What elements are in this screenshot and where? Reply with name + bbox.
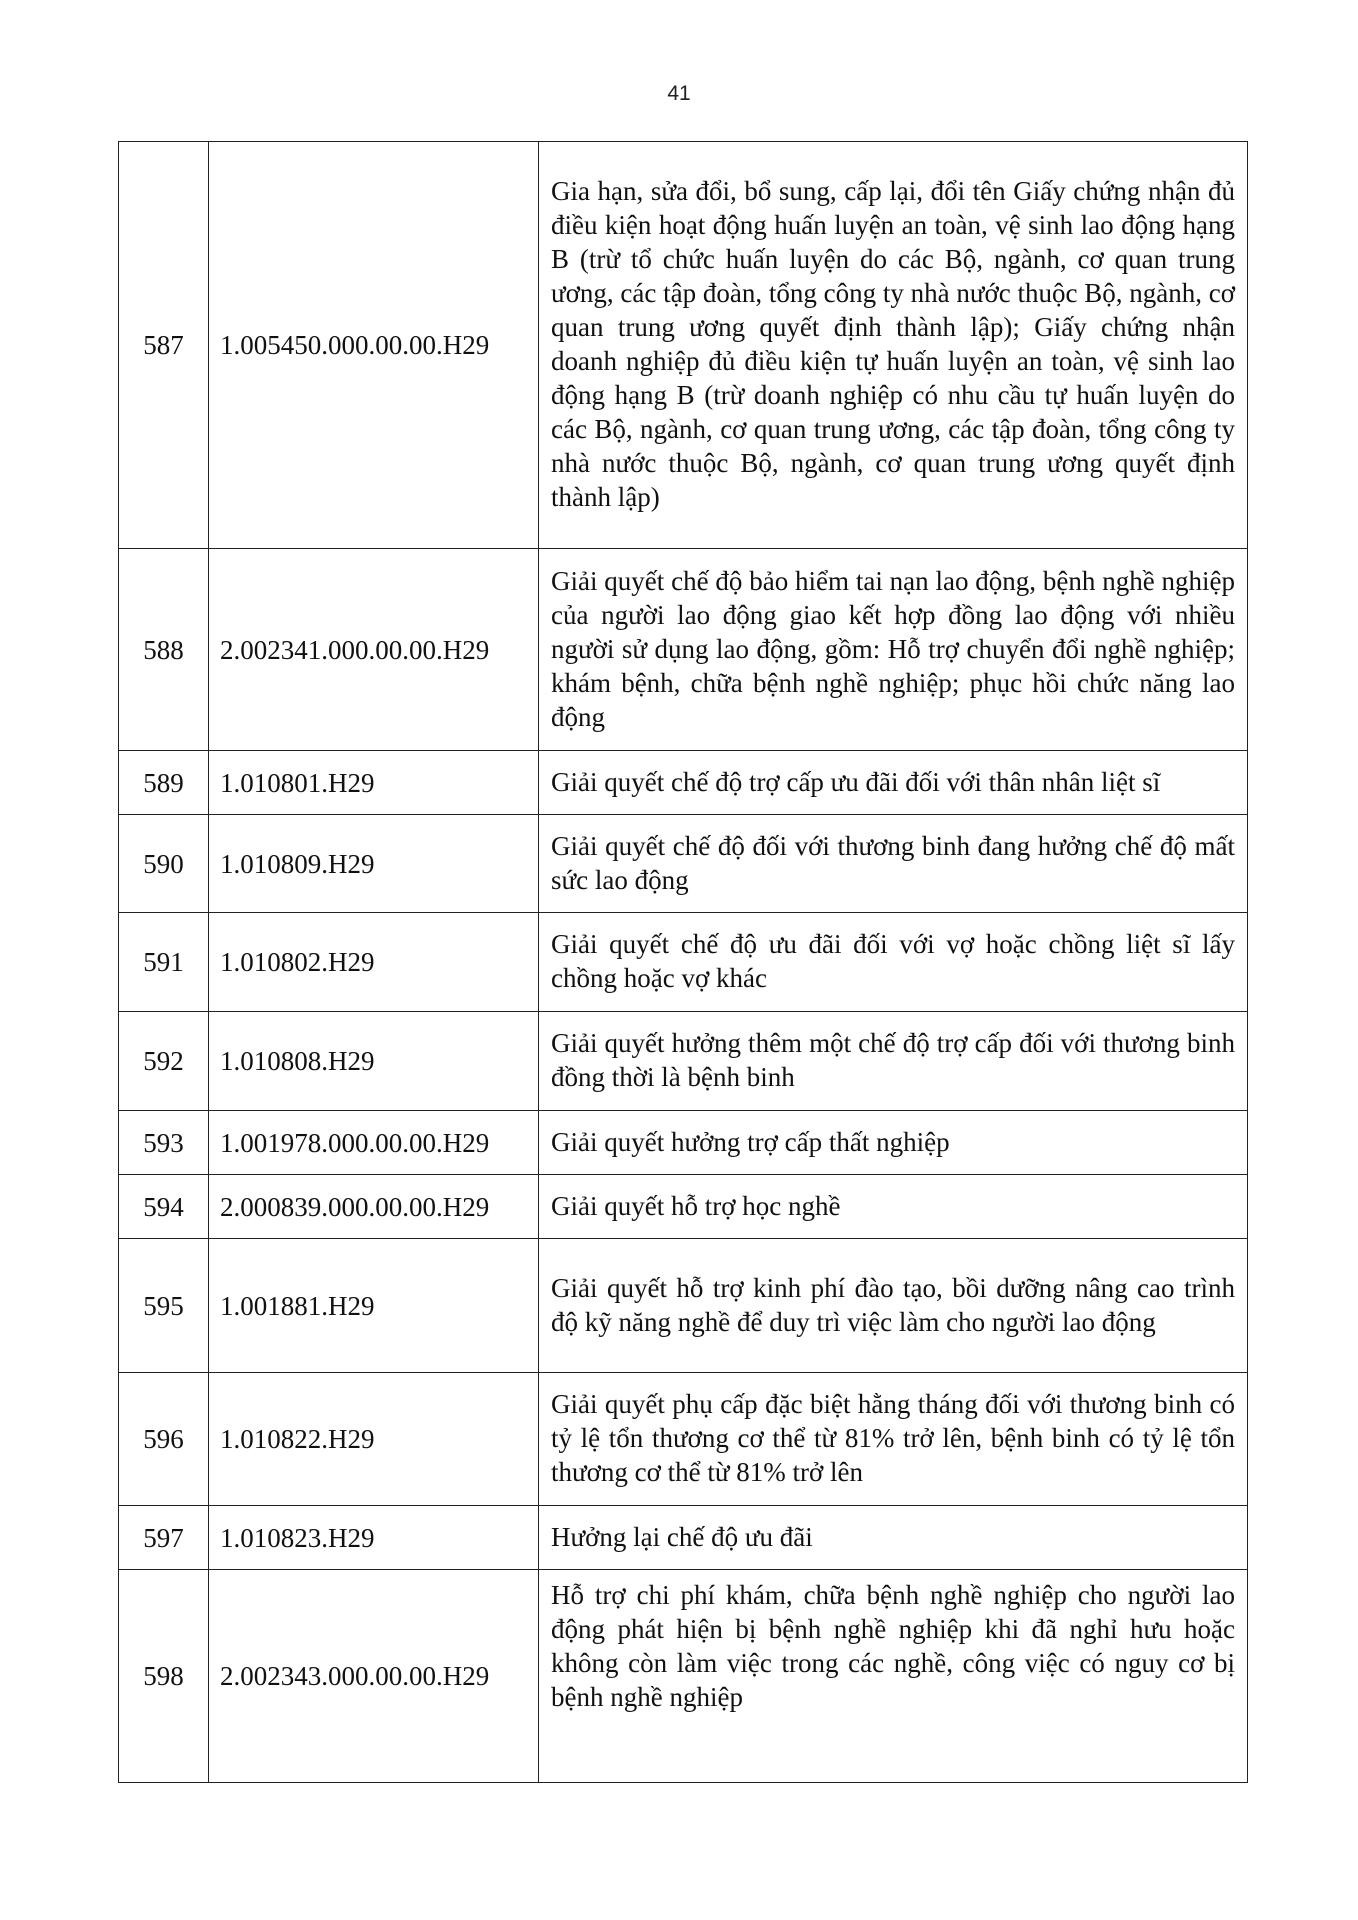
procedure-code: 1.010822.H29 [209,1373,539,1506]
table-row [119,1175,1248,1239]
row-number: 598 [119,1570,209,1783]
procedure-name: Giải quyết chế độ trợ cấp ưu đãi đối với thân nhân liệt sĩ [539,751,1248,815]
table-row [119,1111,1248,1175]
procedure-code: 2.000839.000.00.00.H29 [209,1175,539,1239]
procedure-name: Gia hạn, sửa đổi, bổ sung, cấp lại, đổi tên Giấy chứng nhận đủ điều kiện hoạt động huấn luyện an toàn, vệ sinh lao động hạng B (trừ tổ chức huấn luyện do các Bộ, ngành, cơ quan trung ương, các tập đoàn, tổng công ty nhà nước thuộc Bộ, ngành, cơ quan trung ương quyết định thành lập); Giấy chứng nhận doanh nghiệp đủ điều kiện tự huấn luyện an toàn, vệ sinh lao động hạng B (trừ doanh nghiệp có nhu cầu tự huấn luyện do các Bộ, ngành, cơ quan trung ương, các tập đoàn, tổng công ty nhà nước thuộc Bộ, ngành, cơ quan trung ương quyết định thành lập) [539,142,1248,549]
procedure-name: Hưởng lại chế độ ưu đãi [539,1506,1248,1570]
row-number: 594 [119,1175,209,1239]
procedure-code: 1.010809.H29 [209,815,539,913]
row-number: 588 [119,549,209,751]
procedure-name: Hỗ trợ chi phí khám, chữa bệnh nghề nghiệp cho người lao động phát hiện bị bệnh nghề nghiệp khi đã nghỉ hưu hoặc không còn làm việc trong các nghề, công việc có nguy cơ bị bệnh nghề nghiệp [539,1570,1248,1783]
procedure-name: Giải quyết hưởng thêm một chế độ trợ cấp đối với thương binh đồng thời là bệnh binh [539,1012,1248,1111]
row-number: 590 [119,815,209,913]
table-row [119,1012,1248,1111]
procedure-name: Giải quyết hỗ trợ kinh phí đào tạo, bồi dưỡng nâng cao trình độ kỹ năng nghề để duy trì việc làm cho người lao động [539,1239,1248,1373]
procedure-code: 1.010802.H29 [209,913,539,1012]
table-row [119,142,1248,549]
row-number: 591 [119,913,209,1012]
procedure-name: Giải quyết phụ cấp đặc biệt hằng tháng đối với thương binh có tỷ lệ tổn thương cơ thể từ 81% trở lên, bệnh binh có tỷ lệ tổn thương cơ thể từ 81% trở lên [539,1373,1248,1506]
procedure-table [118,141,1248,1783]
procedure-code: 1.001881.H29 [209,1239,539,1373]
row-number: 597 [119,1506,209,1570]
table-row [119,1570,1248,1783]
table-row [119,913,1248,1012]
procedure-code: 1.010823.H29 [209,1506,539,1570]
table-row [119,751,1248,815]
table-row [119,549,1248,751]
row-number: 587 [119,142,209,549]
row-number: 593 [119,1111,209,1175]
procedure-name: Giải quyết chế độ bảo hiểm tai nạn lao động, bệnh nghề nghiệp của người lao động giao kết hợp đồng lao động với nhiều người sử dụng lao động, gồm: Hỗ trợ chuyển đổi nghề nghiệp; khám bệnh, chữa bệnh nghề nghiệp; phục hồi chức năng lao động [539,549,1248,751]
procedure-code: 2.002343.000.00.00.H29 [209,1570,539,1783]
row-number: 589 [119,751,209,815]
row-number: 596 [119,1373,209,1506]
row-number: 592 [119,1012,209,1111]
procedure-name: Giải quyết hưởng trợ cấp thất nghiệp [539,1111,1248,1175]
procedure-name: Giải quyết hỗ trợ học nghề [539,1175,1248,1239]
procedure-code: 1.010808.H29 [209,1012,539,1111]
procedure-code: 1.010801.H29 [209,751,539,815]
table-row [119,1239,1248,1373]
procedure-code: 1.005450.000.00.00.H29 [209,142,539,549]
procedure-code: 2.002341.000.00.00.H29 [209,549,539,751]
procedure-name: Giải quyết chế độ đối với thương binh đang hưởng chế độ mất sức lao động [539,815,1248,913]
table-row [119,1373,1248,1506]
page-number: 41 [667,82,691,105]
row-number: 595 [119,1239,209,1373]
procedure-name: Giải quyết chế độ ưu đãi đối với vợ hoặc chồng liệt sĩ lấy chồng hoặc vợ khác [539,913,1248,1012]
table-row [119,815,1248,913]
procedure-code: 1.001978.000.00.00.H29 [209,1111,539,1175]
table-row [119,1506,1248,1570]
